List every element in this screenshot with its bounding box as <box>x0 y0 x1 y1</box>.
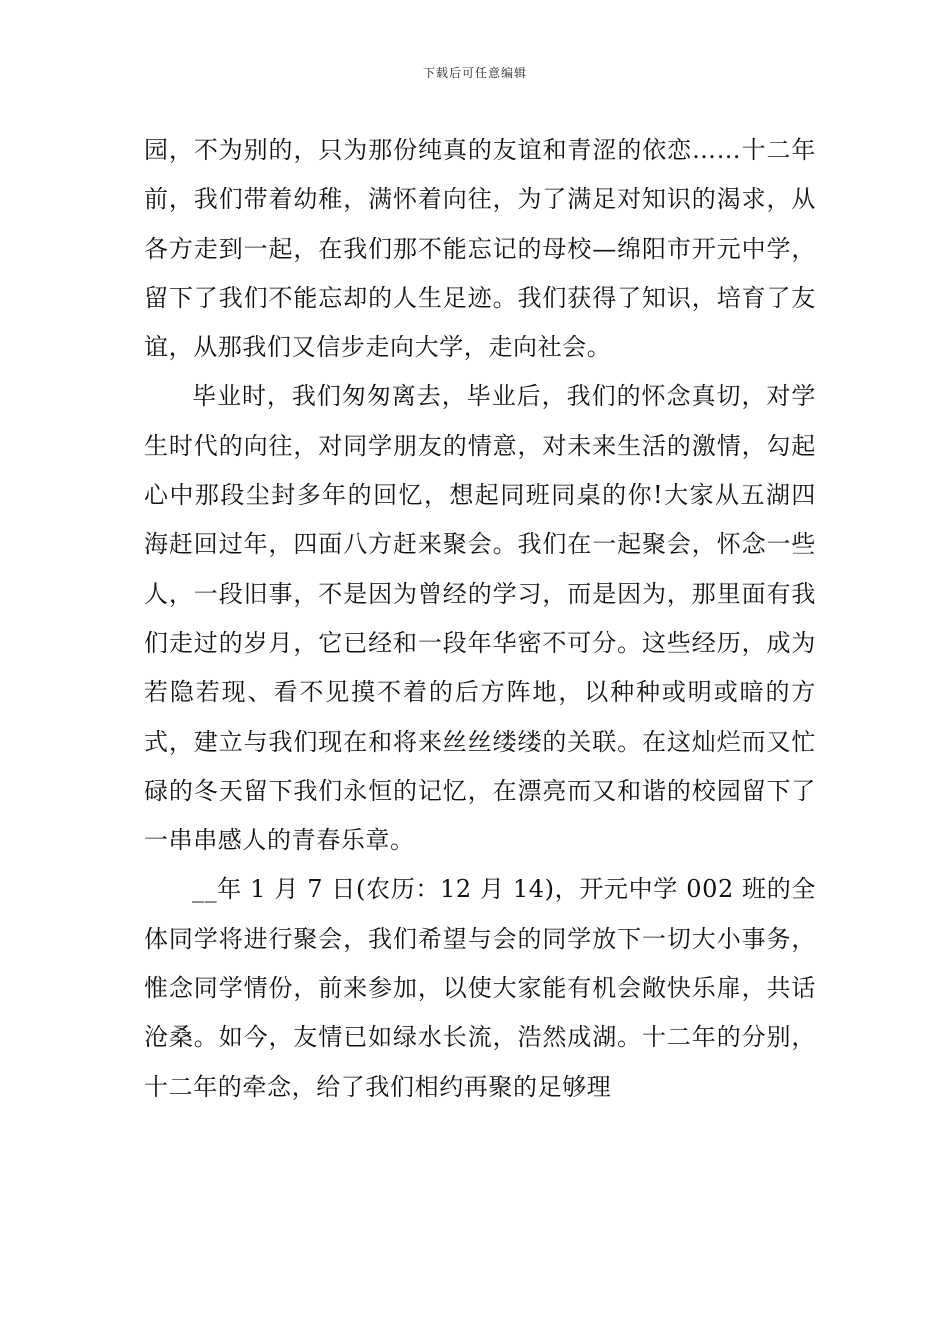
paragraph-continuation: 园，不为别的，只为那份纯真的友谊和青涩的依恋……十二年前，我们带着幼稚，满怀着向往，为了满足对知识的渴求，从各方走到一起，在我们那不能忘记的母校—绵阳市开元中学，留下了我们不能忘却的人生足迹。我们获得了知识，培育了友谊，从那我们又信步走向大学，走向社会。 <box>144 136 816 362</box>
paragraph-reunion-notice: __年 1 月 7 日(农历：12 月 14)，开元中学 002 班的全体同学将进行聚会，我们希望与会的同学放下一切大小事务，惟念同学情份，前来参加，以使大家能有机会敞快乐扉，共话沧桑。如今，友情已如绿水长流，浩然成湖。十二年的分别，十二年的牵念，给了我们相约再聚的足够理 <box>144 875 816 1101</box>
paragraph-graduation: 毕业时，我们匆匆离去，毕业后，我们的怀念真切，对学生时代的向往，对同学朋友的情意，对未来生活的激情，勾起心中那段尘封多年的回忆，想起同班同桌的你!大家从五湖四海赶回过年，四面八方赶来聚会。我们在一起聚会，怀念一些人，一段旧事，不是因为曾经的学习，而是因为，那里面有我们走过的岁月，它已经和一段年华密不可分。这些经历，成为若隐若现、看不见摸不着的后方阵地，以种种或明或暗的方式，建立与我们现在和将来丝丝缕缕的关联。在这灿烂而又忙碌的冬天留下我们永恒的记忆，在漂亮而又和谐的校园留下了一串串感人的青春乐章。 <box>144 382 816 855</box>
page-header-note: 下载后可任意编辑 <box>422 66 527 80</box>
document-body <box>144 126 816 1112</box>
